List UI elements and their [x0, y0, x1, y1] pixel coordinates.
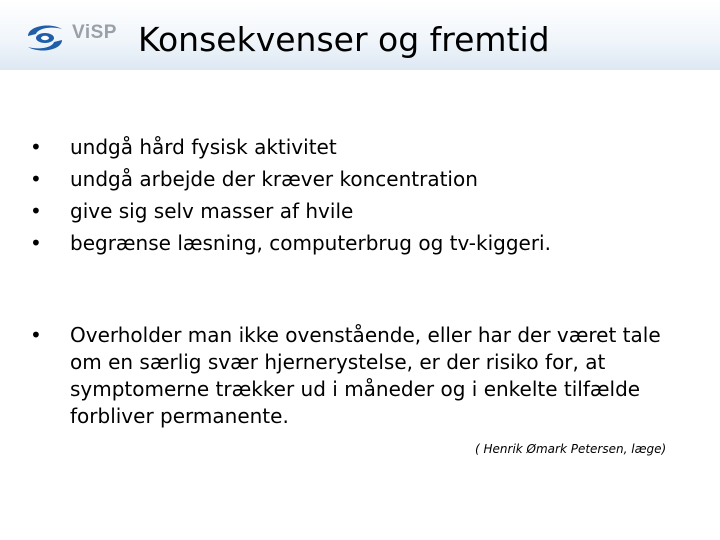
slide-title: Konsekvenser og fremtid: [138, 20, 550, 59]
bullet-dot: •: [30, 199, 42, 223]
list-item: [30, 195, 690, 227]
list-item: [30, 131, 690, 163]
list-item-text: undgå arbejde der kræver koncentration: [70, 167, 478, 191]
list-item: [30, 163, 690, 195]
list-item-text: begrænse læsning, computerbrug og tv-kiggeri.: [70, 231, 551, 255]
logo-text: ViSP: [72, 22, 117, 43]
list-item-text: undgå hård fysisk aktivitet: [70, 135, 337, 159]
logo-mark-icon: [22, 20, 68, 56]
list-item: [30, 227, 690, 259]
paragraph-text: Overholder man ikke ovenstående, eller har der været tale om en særlig svær hjernerystelse, er der risiko for, at symptomerne trækker ud i måneder og i enkelte tilfælde forbliver permanente.: [70, 323, 661, 428]
citation: ( Henrik Ømark Petersen, læge): [475, 442, 667, 456]
bullet-dot: •: [30, 167, 42, 191]
list-item-text: give sig selv masser af hvile: [70, 199, 354, 223]
warning-paragraph: [30, 322, 680, 430]
bullet-list: [30, 131, 690, 259]
bullet-dot: •: [30, 231, 42, 255]
bullet-dot: •: [30, 135, 42, 159]
bullet-dot: •: [30, 323, 42, 347]
